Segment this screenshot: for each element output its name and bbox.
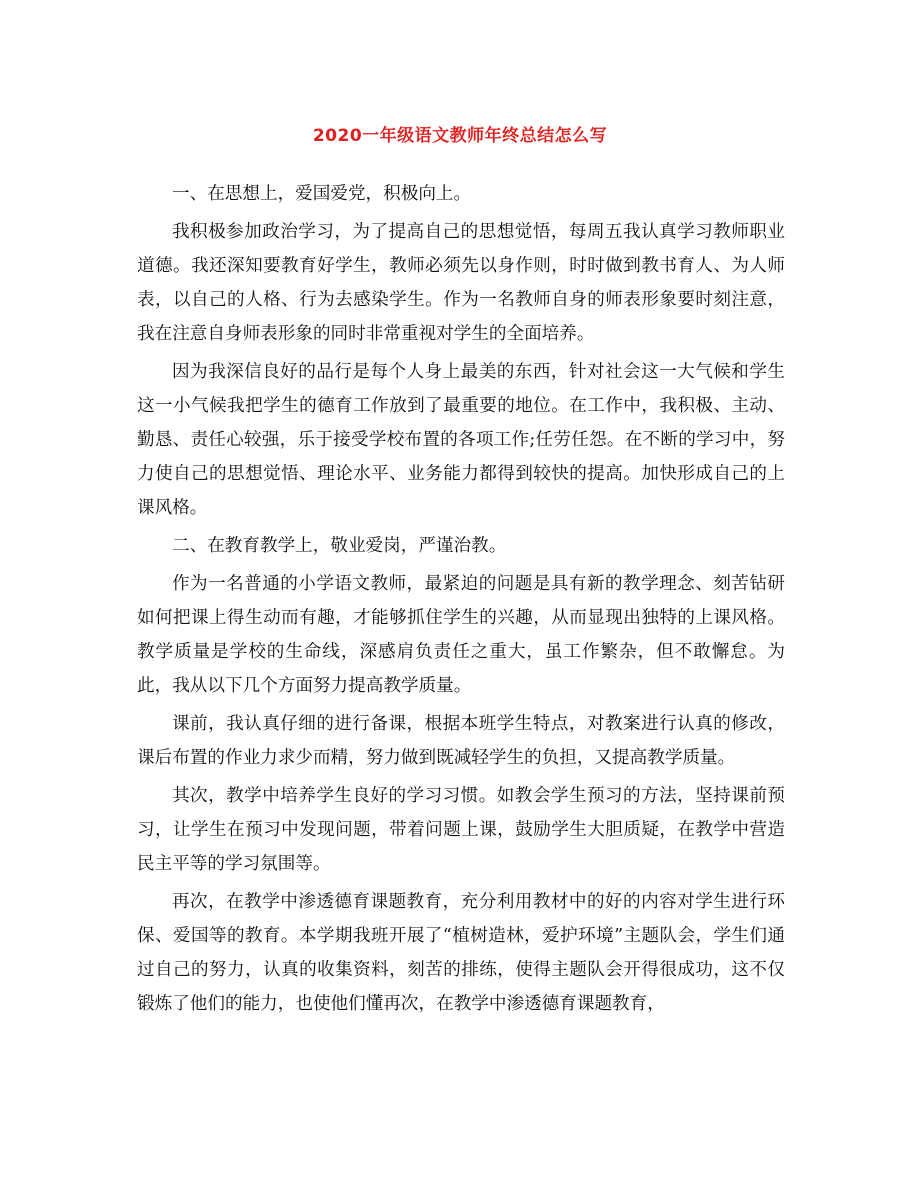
paragraph-4: 二、在教育教学上，敬业爱岗，严谨治教。 bbox=[172, 536, 507, 556]
paragraph-1: 一、在思想上，爱国爱党，积极向上。 bbox=[172, 184, 472, 204]
paragraph-7: 其次，教学中培养学生良好的学习习惯。如教会学生预习的方法，坚持课前预习，让学生在预习中发现问题，带着问题上课，鼓励学生大胆质疑，在教学中营造民主平等的学习氛围等。 bbox=[137, 786, 785, 874]
document-body bbox=[137, 177, 785, 1025]
paragraph-8: 再次，在教学中渗透德育课题教育，充分利用教材中的好的内容对学生进行环保、爱国等的教育。本学期我班开展了“植树造林，爱护环境”主题队会，学生们通过自己的努力，认真的收集资料，刻苦的排练，使得主题队会开得很成功，这不仅锻炼了他们的能力，也使他们懂再次，在教学中渗透德育课题教育， bbox=[137, 892, 785, 1014]
document-title: 2020一年级语文教师年终总结怎么写 bbox=[312, 126, 608, 146]
paragraph-6: 课前，我认真仔细的进行备课，根据本班学生特点，对教案进行认真的修改，课后布置的作业力求少而精，努力做到既减轻学生的负担，又提高教学质量。 bbox=[137, 714, 785, 768]
paragraph-2: 我积极参加政治学习，为了提高自己的思想觉悟，每周五我认真学习教师职业道德。我还深知要教育好学生，教师必须先以身作则，时时做到教书育人、为人师表，以自己的人格、行为去感染学生。作为一名教师自身的师表形象要时刻注意，我在注意自身师表形象的同时非常重视对学生的全面培养。 bbox=[137, 222, 785, 344]
paragraph-3: 因为我深信良好的品行是每个人身上最美的东西，针对社会这一大气候和学生这一小气候我把学生的德育工作放到了最重要的地位。在工作中，我积极、主动、勤恳、责任心较强，乐于接受学校布置的各项工作;任劳任怨。在不断的学习中，努力使自己的思想觉悟、理论水平、业务能力都得到较快的提高。加快形成自己的上课风格。 bbox=[137, 362, 785, 518]
paragraph-5: 作为一名普通的小学语文教师，最紧迫的问题是具有新的教学理念、刻苦钻研如何把课上得生动而有趣，才能够抓住学生的兴趣，从而显现出独特的上课风格。教学质量是学校的生命线，深感肩负责任之重大，虽工作繁杂，但不敢懈怠。为此，我从以下几个方面努力提高教学质量。 bbox=[137, 574, 785, 696]
